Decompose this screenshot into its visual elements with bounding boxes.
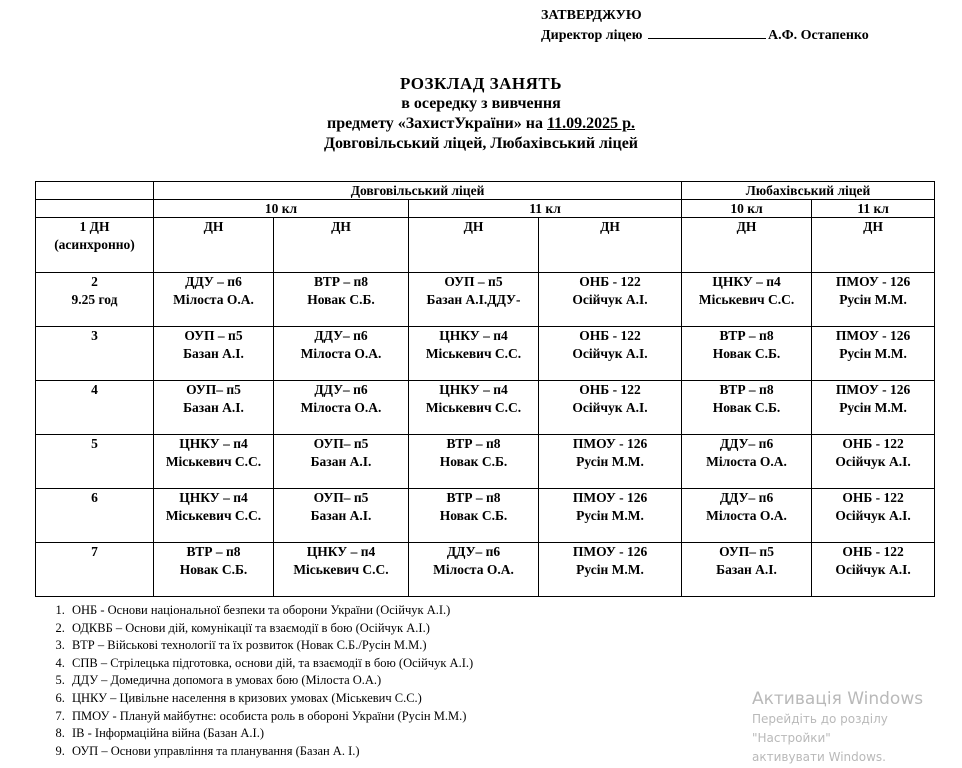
lesson-number-cell	[36, 327, 154, 381]
approval-position: Директор ліцею	[541, 28, 643, 43]
lesson-subject: ПМОУ - 126	[572, 490, 648, 505]
legend-item: 7. ПМОУ - Плануй майбутнє: особиста роль в обороні України (Русін М.М.)	[68, 708, 473, 726]
lesson-number-cell	[36, 489, 154, 543]
lesson-teacher: Базан А.І.	[183, 400, 244, 415]
lesson-teacher: Русін М.М.	[576, 508, 644, 523]
lesson-number: 3	[91, 328, 98, 343]
legend-item: 4. СПВ – Стрілецька підготовка, основи дій, та взаємодії в бою (Осійчук А.І.)	[68, 655, 473, 673]
lesson-teacher: Осійчук А.І.	[835, 508, 911, 523]
lesson-number-cell	[36, 381, 154, 435]
school-header-dovhovil: Довговільський ліцей	[154, 182, 682, 200]
lesson-subject: ОНБ - 122	[842, 490, 904, 505]
lesson-teacher: Русін М.М.	[839, 292, 907, 307]
lesson-cell	[539, 435, 682, 489]
lesson-teacher: Русін М.М.	[576, 562, 644, 577]
lesson-cell	[812, 435, 935, 489]
lesson-subject: ВТР – п8	[719, 382, 774, 397]
lesson-subject: ОУП– п5	[186, 382, 241, 397]
lesson-subject: ДДУ – п6	[185, 274, 242, 289]
lesson-cell	[812, 327, 935, 381]
table-row	[36, 327, 935, 381]
table-row	[36, 489, 935, 543]
lesson-subject: ВТР – п8	[186, 544, 241, 559]
document-title	[0, 74, 962, 154]
lesson-subject: ДДУ– п6	[314, 328, 368, 343]
lesson-cell	[539, 543, 682, 597]
lesson-teacher: Міськевич С.С.	[165, 454, 262, 469]
legend-item: 8. ІВ - Інформаційна війна (Базан А.І.)	[68, 725, 473, 743]
legend-item: 6. ЦНКУ – Цивільне населення в кризових умовах (Міськевич С.С.)	[68, 690, 473, 708]
lesson-teacher: Міськевич С.С.	[425, 400, 522, 415]
lesson-subject: ОУП– п5	[313, 436, 369, 451]
first-column-header-line1: 1 ДН	[79, 219, 110, 234]
lesson-cell	[409, 273, 539, 327]
lesson-cell	[409, 381, 539, 435]
lesson-teacher: Міськевич С.С.	[425, 346, 522, 361]
lesson-number-cell	[36, 435, 154, 489]
lesson-number-cell	[36, 273, 154, 327]
lesson-teacher: Новак С.Б.	[712, 346, 781, 361]
lesson-cell	[154, 327, 274, 381]
lesson-cell	[274, 543, 409, 597]
legend-item: 3. ВТР – Військові технології та їх розвиток (Новак С.Б./Русін М.М.)	[68, 637, 473, 655]
lesson-teacher: Міськевич С.С.	[165, 508, 262, 523]
day-header: ДН	[812, 218, 935, 273]
lesson-teacher: Базан А.І.	[716, 562, 777, 577]
watermark-title: Активація Windows	[752, 689, 924, 709]
lesson-teacher: Новак С.Б.	[439, 454, 508, 469]
lesson-subject: ДДУ– п6	[719, 490, 774, 505]
subject-legend	[48, 602, 473, 760]
lesson-teacher: Новак С.Б.	[712, 400, 781, 415]
title-subject: предмету «ЗахистУкраїни» на	[326, 115, 543, 132]
lesson-subject: ОУП– п5	[719, 544, 774, 559]
class-header: 10 кл	[154, 200, 409, 218]
lesson-subject: ВТР – п8	[446, 490, 501, 505]
signature-blank	[648, 26, 766, 39]
lesson-number: 4	[91, 382, 98, 397]
lesson-subject: ПМОУ - 126	[572, 436, 648, 451]
lesson-cell	[274, 435, 409, 489]
lesson-teacher: Мілоста О.А.	[300, 346, 382, 361]
table-row	[36, 381, 935, 435]
lesson-teacher: Міськевич С.С.	[293, 562, 389, 577]
lesson-teacher: Русін М.М.	[839, 346, 907, 361]
lesson-cell	[682, 435, 812, 489]
lesson-cell	[812, 489, 935, 543]
windows-activation-watermark	[752, 688, 962, 767]
lesson-cell	[812, 273, 935, 327]
lesson-subject: ОНБ - 122	[579, 382, 641, 397]
lesson-subject: ПМОУ - 126	[835, 274, 911, 289]
lesson-cell	[154, 381, 274, 435]
lesson-cell	[682, 543, 812, 597]
legend-item: 9. ОУП – Основи управління та планування (Базан А. І.)	[68, 743, 473, 761]
lesson-subject: ДДУ– п6	[446, 544, 501, 559]
lesson-teacher: Новак С.Б.	[439, 508, 508, 523]
lesson-cell	[154, 435, 274, 489]
lesson-teacher: Мілоста О.А.	[433, 562, 514, 577]
lesson-teacher: Осійчук А.І.	[572, 346, 648, 361]
lesson-teacher: Базан А.І.	[310, 508, 372, 523]
lesson-cell	[154, 273, 274, 327]
header-empty-cell	[36, 182, 154, 200]
lesson-teacher: Базан А.І.ДДУ-	[426, 292, 521, 307]
title-line-4: Довговільський ліцей, Любахівський ліцей	[323, 135, 639, 152]
class-header: 11 кл	[812, 200, 935, 218]
table-row	[36, 543, 935, 597]
day-header: ДН	[539, 218, 682, 273]
lesson-cell	[154, 489, 274, 543]
lesson-cell	[539, 327, 682, 381]
lesson-cell	[274, 489, 409, 543]
title-line-1: РОЗКЛАД ЗАНЯТЬ	[399, 74, 563, 93]
day-header: ДН	[154, 218, 274, 273]
day-header: ДН	[274, 218, 409, 273]
legend-item: 1. ОНБ - Основи національної безпеки та оборони України (Осійчук А.І.)	[68, 602, 473, 620]
lesson-cell	[274, 273, 409, 327]
lesson-cell	[539, 381, 682, 435]
day-header: ДН	[409, 218, 539, 273]
title-line-2: в осередку з вивчення	[401, 95, 561, 112]
approval-block	[541, 6, 869, 46]
header-row-schools	[36, 182, 935, 200]
class-header: 10 кл	[682, 200, 812, 218]
title-line-3	[0, 114, 962, 134]
lesson-subject: ЦНКУ – п4	[306, 544, 376, 559]
lesson-cell	[409, 489, 539, 543]
approval-name: А.Ф. Остапенко	[767, 28, 869, 43]
lesson-subject: ДДУ– п6	[719, 436, 774, 451]
lesson-subject: ОНБ - 122	[842, 436, 904, 451]
lesson-teacher: Русін М.М.	[576, 454, 644, 469]
watermark-line-2: Перейдіть до розділу "Настройки"	[752, 712, 888, 745]
lesson-subject: ЦНКУ – п4	[179, 490, 248, 505]
lesson-cell	[682, 327, 812, 381]
lesson-subject: ОУП – п5	[184, 328, 243, 343]
lesson-number: 7	[91, 544, 98, 559]
lesson-teacher: Новак С.Б.	[179, 562, 248, 577]
lesson-subject: ОУП – п5	[444, 274, 503, 289]
lesson-cell	[682, 381, 812, 435]
watermark-line-3: активувати Windows.	[752, 750, 886, 764]
header-row-days	[36, 218, 935, 273]
lesson-teacher: Осійчук А.І.	[835, 562, 911, 577]
header-empty-cell	[36, 200, 154, 218]
lesson-teacher: Базан А.І.	[310, 454, 372, 469]
lesson-subject: ВТР – п8	[313, 274, 369, 289]
lesson-teacher: Осійчук А.І.	[835, 454, 911, 469]
lesson-teacher: Міськевич С.С.	[698, 292, 795, 307]
lesson-teacher: Новак С.Б.	[307, 292, 375, 307]
lesson-time: 9.25 год	[71, 292, 118, 307]
lesson-cell	[539, 489, 682, 543]
legend-item: 5. ДДУ – Домедична допомога в умовах бою (Мілоста О.А.)	[68, 672, 473, 690]
lesson-subject: ПМОУ - 126	[835, 382, 911, 397]
lesson-cell	[812, 381, 935, 435]
lesson-cell	[812, 543, 935, 597]
lesson-subject: ВТР – п8	[446, 436, 501, 451]
approval-heading: ЗАТВЕРДЖУЮ	[541, 8, 642, 23]
title-date: 11.09.2025 р.	[547, 115, 636, 132]
lesson-subject: ОНБ - 122	[842, 544, 904, 559]
lesson-teacher: Мілоста О.А.	[173, 292, 254, 307]
lesson-cell	[409, 435, 539, 489]
table-row	[36, 435, 935, 489]
lesson-number-cell	[36, 543, 154, 597]
lesson-cell	[682, 273, 812, 327]
lesson-number: 6	[91, 490, 98, 505]
day-header: ДН	[682, 218, 812, 273]
lesson-number: 5	[91, 436, 98, 451]
schedule-table	[35, 181, 935, 597]
lesson-subject: ЦНКУ – п4	[179, 436, 248, 451]
lesson-teacher: Русін М.М.	[839, 400, 907, 415]
lesson-teacher: Мілоста О.А.	[706, 454, 787, 469]
first-column-header	[36, 218, 154, 273]
lesson-subject: ВТР – п8	[719, 328, 774, 343]
lesson-subject: ПМОУ - 126	[835, 328, 911, 343]
school-header-liubakhiv: Любахівський ліцей	[682, 182, 935, 200]
lesson-cell	[682, 489, 812, 543]
lesson-teacher: Мілоста О.А.	[706, 508, 787, 523]
legend-item: 2. ОДКВБ – Основи дій, комунікації та взаємодії в бою (Осійчук А.І.)	[68, 620, 473, 638]
lesson-teacher: Мілоста О.А.	[300, 400, 382, 415]
lesson-cell	[274, 381, 409, 435]
approval-signature-line	[541, 26, 869, 46]
lesson-subject: ОНБ - 122	[579, 328, 641, 343]
header-row-classes	[36, 200, 935, 218]
lesson-cell	[539, 273, 682, 327]
lesson-cell	[274, 327, 409, 381]
lesson-cell	[409, 327, 539, 381]
lesson-subject: ОУП– п5	[313, 490, 369, 505]
lesson-cell	[409, 543, 539, 597]
lesson-subject: ДДУ– п6	[314, 382, 368, 397]
lesson-subject: ОНБ - 122	[579, 274, 641, 289]
lesson-subject: ЦНКУ – п4	[439, 328, 508, 343]
table-row	[36, 273, 935, 327]
lesson-number: 2	[91, 274, 98, 289]
first-column-header-line2: (асинхронно)	[54, 237, 135, 252]
lesson-teacher: Осійчук А.І.	[572, 400, 648, 415]
class-header: 11 кл	[409, 200, 682, 218]
lesson-teacher: Базан А.І.	[183, 346, 244, 361]
lesson-cell	[154, 543, 274, 597]
lesson-teacher: Осійчук А.І.	[572, 292, 648, 307]
lesson-subject: ПМОУ - 126	[572, 544, 648, 559]
lesson-subject: ЦНКУ – п4	[439, 382, 508, 397]
lesson-subject: ЦНКУ – п4	[712, 274, 781, 289]
